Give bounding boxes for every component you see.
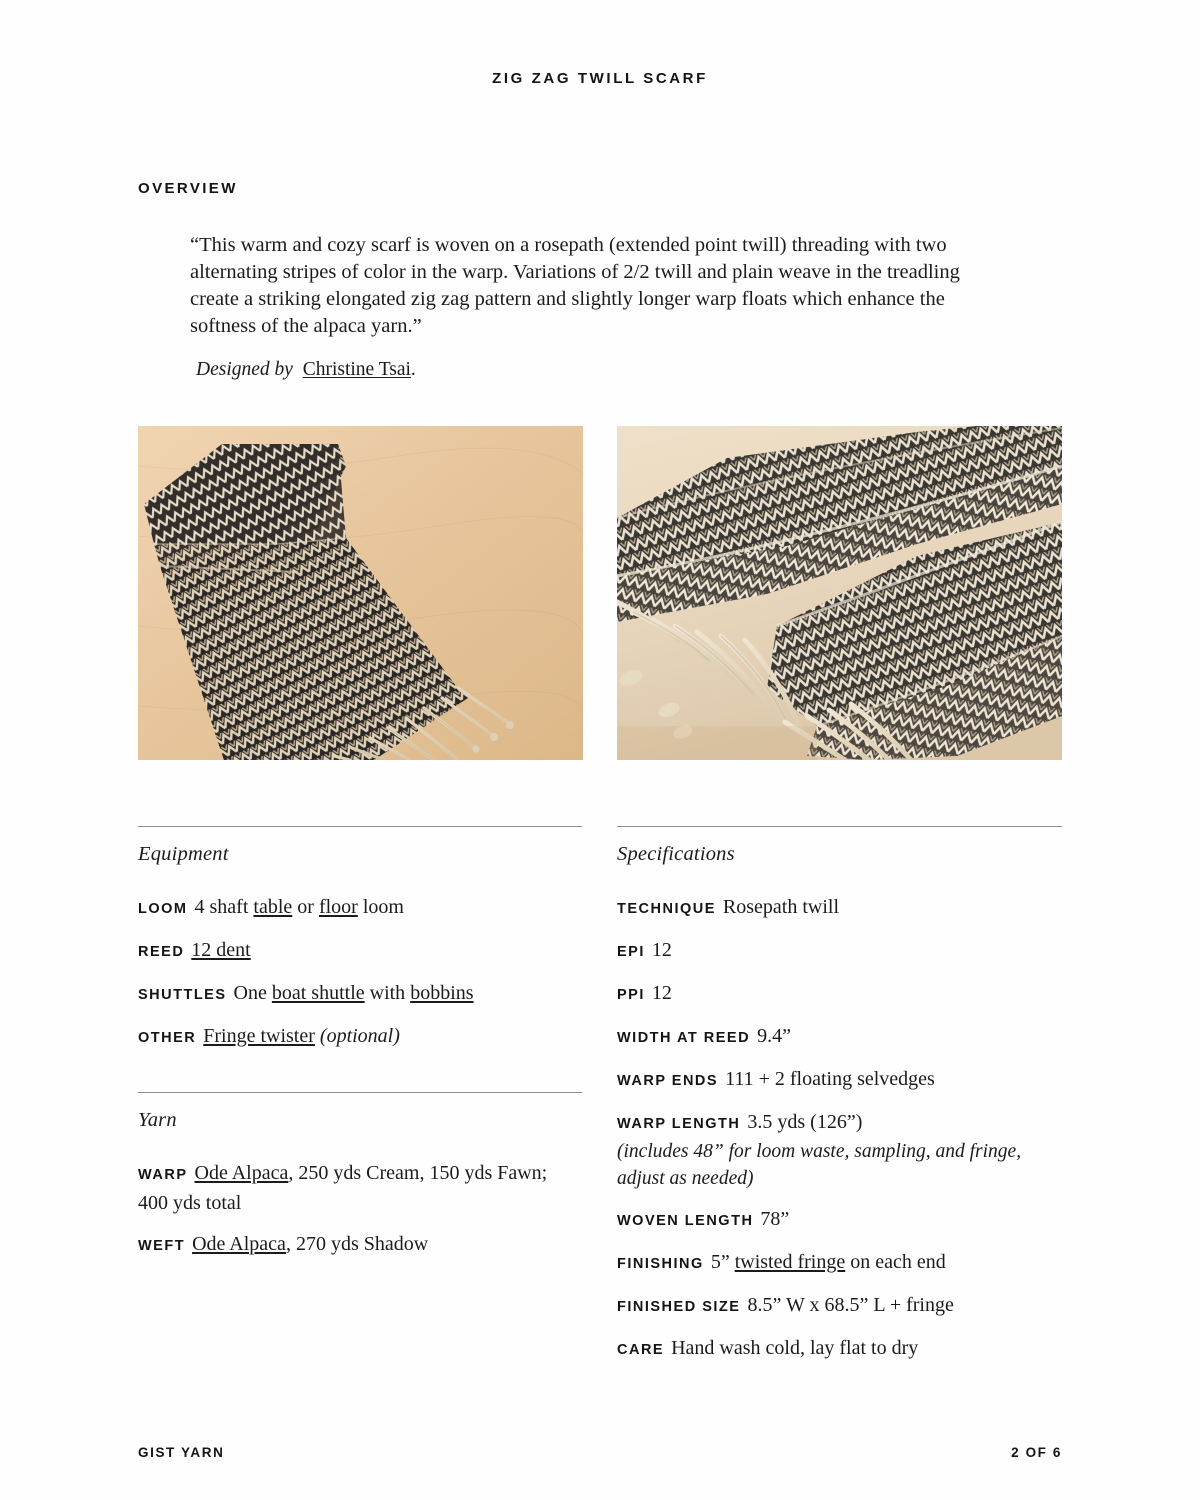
spec-row xyxy=(617,936,1062,966)
spec-text: on each end xyxy=(845,1251,946,1273)
spec-link[interactable]: floor xyxy=(318,896,358,918)
spec-note-inline: (optional) xyxy=(319,1025,400,1047)
spec-row-label: REED xyxy=(138,944,185,960)
spec-row-label: LOOM xyxy=(138,901,188,917)
spec-row-label: TECHNIQUE xyxy=(617,901,716,917)
spec-row xyxy=(138,893,582,923)
spec-row-value xyxy=(671,1337,918,1359)
scarf-photo-fringe-graphic xyxy=(617,426,1062,760)
equipment-list xyxy=(138,893,582,1052)
yarn-divider xyxy=(138,1092,582,1093)
spec-link[interactable]: Ode Alpaca xyxy=(192,1233,286,1255)
scarf-photo-fringe-detail xyxy=(617,426,1062,760)
designed-by-label: Designed by xyxy=(196,359,293,380)
equipment-divider xyxy=(138,826,582,827)
spec-text: 12 xyxy=(651,939,672,961)
yarn-column xyxy=(138,1092,582,1260)
designer-period: . xyxy=(410,359,416,380)
page-footer xyxy=(138,1445,1062,1460)
spec-text: 5” xyxy=(710,1251,735,1273)
spec-row-value xyxy=(203,1025,400,1047)
spec-row-label: FINISHED SIZE xyxy=(617,1299,741,1315)
spec-row xyxy=(617,1334,1062,1364)
spec-row-value xyxy=(747,1294,953,1316)
spec-text: 3.5 yds (126”) xyxy=(747,1111,863,1133)
spec-row-label: WOVEN LENGTH xyxy=(617,1213,754,1229)
spec-row-value xyxy=(195,896,404,918)
spec-row-value xyxy=(191,939,250,961)
spec-row-label: WARP ENDS xyxy=(617,1073,719,1089)
spec-row-value xyxy=(711,1251,946,1273)
scarf-photo-folded-graphic xyxy=(138,426,583,760)
designer-credit xyxy=(196,357,416,383)
spec-row-label: CARE xyxy=(617,1342,665,1358)
spec-row-label: FINISHING xyxy=(617,1256,704,1272)
spec-row-label: WEFT xyxy=(138,1238,186,1254)
spec-row-label: SHUTTLES xyxy=(138,987,227,1003)
spec-link[interactable]: Ode Alpaca xyxy=(194,1162,289,1184)
spec-text: with xyxy=(364,982,411,1004)
spec-row-label: EPI xyxy=(617,944,645,960)
spec-text: 111 + 2 floating selvedges xyxy=(725,1068,935,1090)
spec-link[interactable]: table xyxy=(253,896,293,918)
specifications-list xyxy=(617,893,1062,1364)
spec-link[interactable]: Fringe twister xyxy=(203,1025,315,1047)
spec-row-value xyxy=(723,896,839,918)
spec-row xyxy=(617,1022,1062,1052)
footer-brand: GIST YARN xyxy=(138,1445,225,1460)
spec-row-value xyxy=(652,982,672,1004)
footer-page-number: 2 OF 6 xyxy=(1011,1445,1062,1460)
spec-text: Hand wash cold, lay flat to dry xyxy=(671,1337,919,1359)
spec-link[interactable]: 12 dent xyxy=(191,939,251,961)
spec-row-label: WARP xyxy=(138,1167,188,1183)
spec-text: , 250 yds Cream, 150 yds Fawn; 400 yds total xyxy=(138,1162,548,1214)
scarf-photo-folded xyxy=(138,426,583,760)
spec-row xyxy=(617,1108,1062,1192)
spec-row xyxy=(138,979,582,1009)
spec-text: 78” xyxy=(760,1208,790,1230)
spec-row-value xyxy=(138,1162,547,1214)
spec-row xyxy=(138,1230,582,1260)
spec-row xyxy=(617,1205,1062,1235)
spec-row-label: WIDTH AT REED xyxy=(617,1030,751,1046)
equipment-title: Equipment xyxy=(138,843,229,865)
specifications-column xyxy=(617,826,1062,1364)
overview-quote: “This warm and cozy scarf is woven on a rosepath (extended point twill) threading with two alternating stripes of color in the warp. Variations of 2/2 twill and plain weave in the treadling create a striking elongated zig zag pattern and slightly longer warp floats which enhance the softness of the alpaca yarn.” xyxy=(190,234,960,337)
spec-text: Rosepath twill xyxy=(722,896,840,918)
spec-note-block: (includes 48” for loom waste, sampling, and fringe, adjust as needed) xyxy=(617,1141,1022,1189)
spec-text: loom xyxy=(357,896,404,918)
yarn-list xyxy=(138,1159,582,1260)
spec-text: One xyxy=(233,982,272,1004)
spec-row-label: PPI xyxy=(617,987,645,1003)
spec-row xyxy=(617,1248,1062,1278)
spec-link[interactable]: boat shuttle xyxy=(271,982,365,1004)
spec-text: , 270 yds Shadow xyxy=(285,1233,429,1255)
spec-link[interactable]: bobbins xyxy=(410,982,474,1004)
spec-row xyxy=(617,1065,1062,1095)
spec-text: 9.4” xyxy=(757,1025,791,1047)
spec-row-value xyxy=(725,1068,935,1090)
spec-row-value xyxy=(760,1208,789,1230)
spec-text: 4 shaft xyxy=(194,896,254,918)
spec-row-value xyxy=(234,982,474,1004)
spec-row-label: WARP LENGTH xyxy=(617,1116,741,1132)
page-title: ZIG ZAG TWILL SCARF xyxy=(492,70,708,87)
spec-row xyxy=(617,893,1062,923)
overview-heading: OVERVIEW xyxy=(138,180,238,197)
spec-row-value xyxy=(757,1025,791,1047)
specifications-title: Specifications xyxy=(617,843,735,865)
spec-row xyxy=(138,936,582,966)
spec-text: or xyxy=(292,896,319,918)
spec-row-value xyxy=(652,939,672,961)
spec-text: 8.5” W x 68.5” L + fringe xyxy=(747,1294,954,1316)
spec-row xyxy=(138,1022,582,1052)
spec-row xyxy=(138,1159,582,1217)
designer-link[interactable]: Christine Tsai xyxy=(302,359,411,380)
spec-text: 12 xyxy=(651,982,672,1004)
yarn-title: Yarn xyxy=(138,1109,177,1131)
specifications-divider xyxy=(617,826,1062,827)
spec-row-label: OTHER xyxy=(138,1030,197,1046)
spec-row xyxy=(617,1291,1062,1321)
spec-row-value xyxy=(192,1233,428,1255)
spec-row xyxy=(617,979,1062,1009)
spec-link[interactable]: twisted fringe xyxy=(734,1251,846,1273)
equipment-column xyxy=(138,826,582,1052)
